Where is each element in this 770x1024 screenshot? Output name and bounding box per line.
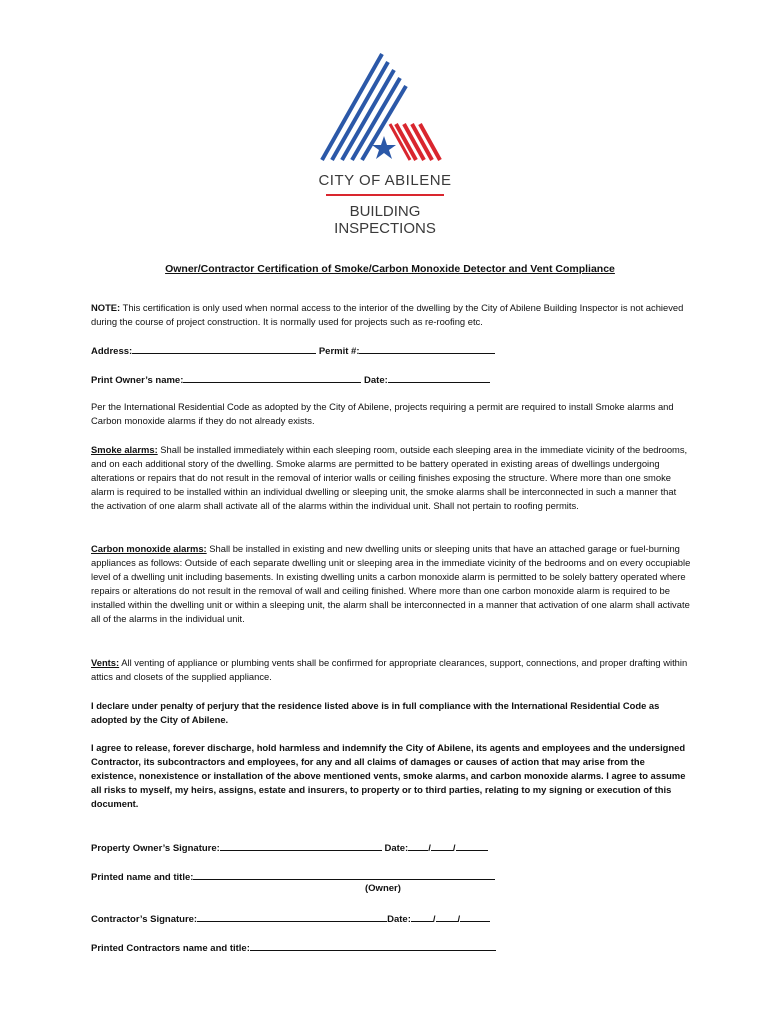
owner-name-field[interactable] xyxy=(183,372,361,383)
city-logo-emblem xyxy=(318,52,444,164)
city-name: CITY OF ABILENE xyxy=(318,172,452,189)
date-label: Date: xyxy=(364,375,388,386)
owner-signature-label: Property Owner’s Signature: xyxy=(91,843,220,854)
owner-signature-row: Property Owner’s Signature: Date: / / xyxy=(91,840,488,854)
owner-date-day[interactable] xyxy=(431,840,453,851)
contractor-date-day[interactable] xyxy=(436,911,458,922)
contractor-date-year[interactable] xyxy=(460,911,490,922)
logo-divider xyxy=(326,194,444,196)
permit-field[interactable] xyxy=(359,343,495,354)
contractor-date-month[interactable] xyxy=(411,911,433,922)
document-title: Owner/Contractor Certification of Smoke/Carbon Monoxide Detector and Vent Compliance xyxy=(165,263,615,275)
department-line-1: BUILDING xyxy=(349,203,421,220)
owner-signature-field[interactable] xyxy=(220,840,382,851)
owner-date-row xyxy=(91,372,490,386)
city-logo xyxy=(310,52,460,242)
vents-label: Vents: xyxy=(91,657,120,668)
release-paragraph: I agree to release, forever discharge, hold harmless and indemnify the City of Abilene, its agents and employees and the undersigned Contractor, its subcontractors and employees, for any and all claims of damages or causes of action that may arise from the existence, nonexistence or installation of the above mentioned vents, smoke alarms, and carbon monoxide alarms. I agree to assume all risks to myself, my heirs, assigns, estate and insurers, to property or to third parties, relating to my signing or execution of this document. xyxy=(91,742,686,809)
co-alarms-text: Shall be installed in existing and new dwelling units or sleeping units that have an attached garage or fuel-burning appliances as follows: Outside of each separate dwelling unit or sleeping area in the immediate vicinity of the bedrooms and on every occupiable level of a dwelling unit including basements. In existing dwelling units a carbon monoxide alarm is permitted to be solely battery operated where repairs or alterations do not result in the removal of wall and ceiling finished. Where more than one carbon monoxide alarm is required to be installed within the dwelling unit or within a sleeping unit, the alarm shall be interconnected in a manner that activation of one alarm shall activate all of the alarms in the individual unit. xyxy=(91,543,691,624)
contractor-signature-label: Contractor’s Signature: xyxy=(91,914,198,925)
vents-paragraph xyxy=(91,656,691,684)
vents-text: All venting of appliance or plumbing vents shall be confirmed for appropriate clearances, support, connections, and proper drafting within attics and closets of the supplied appliance. xyxy=(91,657,688,682)
declaration-paragraph: I declare under penalty of perjury that the residence listed above is in full compliance with the International Residential Code as adopted by the City of Abilene. xyxy=(91,700,660,725)
co-alarms-paragraph xyxy=(91,542,691,626)
contractor-signature-field[interactable] xyxy=(197,911,387,922)
note-paragraph xyxy=(91,301,691,329)
owner-note: (Owner) xyxy=(365,883,401,894)
smoke-alarms-text: Shall be installed immediately within each sleeping room, outside each sleeping area in the immediate vicinity of the bedrooms, and on each additional story of the dwelling. Smoke alarms are permitted to be battery operated in existing areas of dwellings undergoing alterations or repairs that do not result in the removal of interior walls or ceiling finishes exposing the structure. Where more than one smoke alarm is required to be installed within an individual dwelling or sleeping unit, the smoke alarms shall be interconnected in such a manner that the activation of one alarm shall activate all of the alarms within the individual unit. Shall not pertain to roofing permits. xyxy=(91,444,688,511)
intro-paragraph: Per the International Residential Code as adopted by the City of Abilene, projects requiring a permit are required to install Smoke alarms and Carbon monoxide alarms if they do not already exists. xyxy=(91,401,674,426)
owner-name-label: Print Owner’s name: xyxy=(91,375,184,386)
contractor-printed-field[interactable] xyxy=(250,940,496,951)
contractor-signature-row: Contractor’s Signature: Date: / / xyxy=(91,911,490,925)
smoke-alarms-label: Smoke alarms: xyxy=(91,444,158,455)
address-field[interactable] xyxy=(132,343,316,354)
contractor-printed-label: Printed Contractors name and title: xyxy=(91,943,250,954)
permit-label: Permit #: xyxy=(318,346,360,357)
smoke-alarms-paragraph xyxy=(91,443,691,513)
address-permit-row xyxy=(91,343,495,357)
printed-name-field[interactable] xyxy=(193,869,495,880)
note-label: NOTE: xyxy=(91,302,121,313)
department-name xyxy=(310,203,460,237)
date-field[interactable] xyxy=(388,372,490,383)
department-line-2: INSPECTIONS xyxy=(334,220,436,237)
co-alarms-label: Carbon monoxide alarms: xyxy=(91,543,207,554)
note-text: This certification is only used when normal access to the interior of the dwelling by the City of Abilene Building Inspector is not achieved during the course of project construction. It is normally used for projects such as re-roofing etc. xyxy=(91,302,684,327)
owner-date-label: Date: xyxy=(384,843,409,854)
contractor-printed-name-row xyxy=(91,940,496,954)
owner-printed-name-row xyxy=(91,869,495,883)
contractor-date-label: Date: xyxy=(387,914,411,925)
owner-date-month[interactable] xyxy=(408,840,428,851)
owner-date-year[interactable] xyxy=(456,840,488,851)
address-label: Address: xyxy=(91,346,133,357)
printed-name-label: Printed name and title: xyxy=(91,872,194,883)
